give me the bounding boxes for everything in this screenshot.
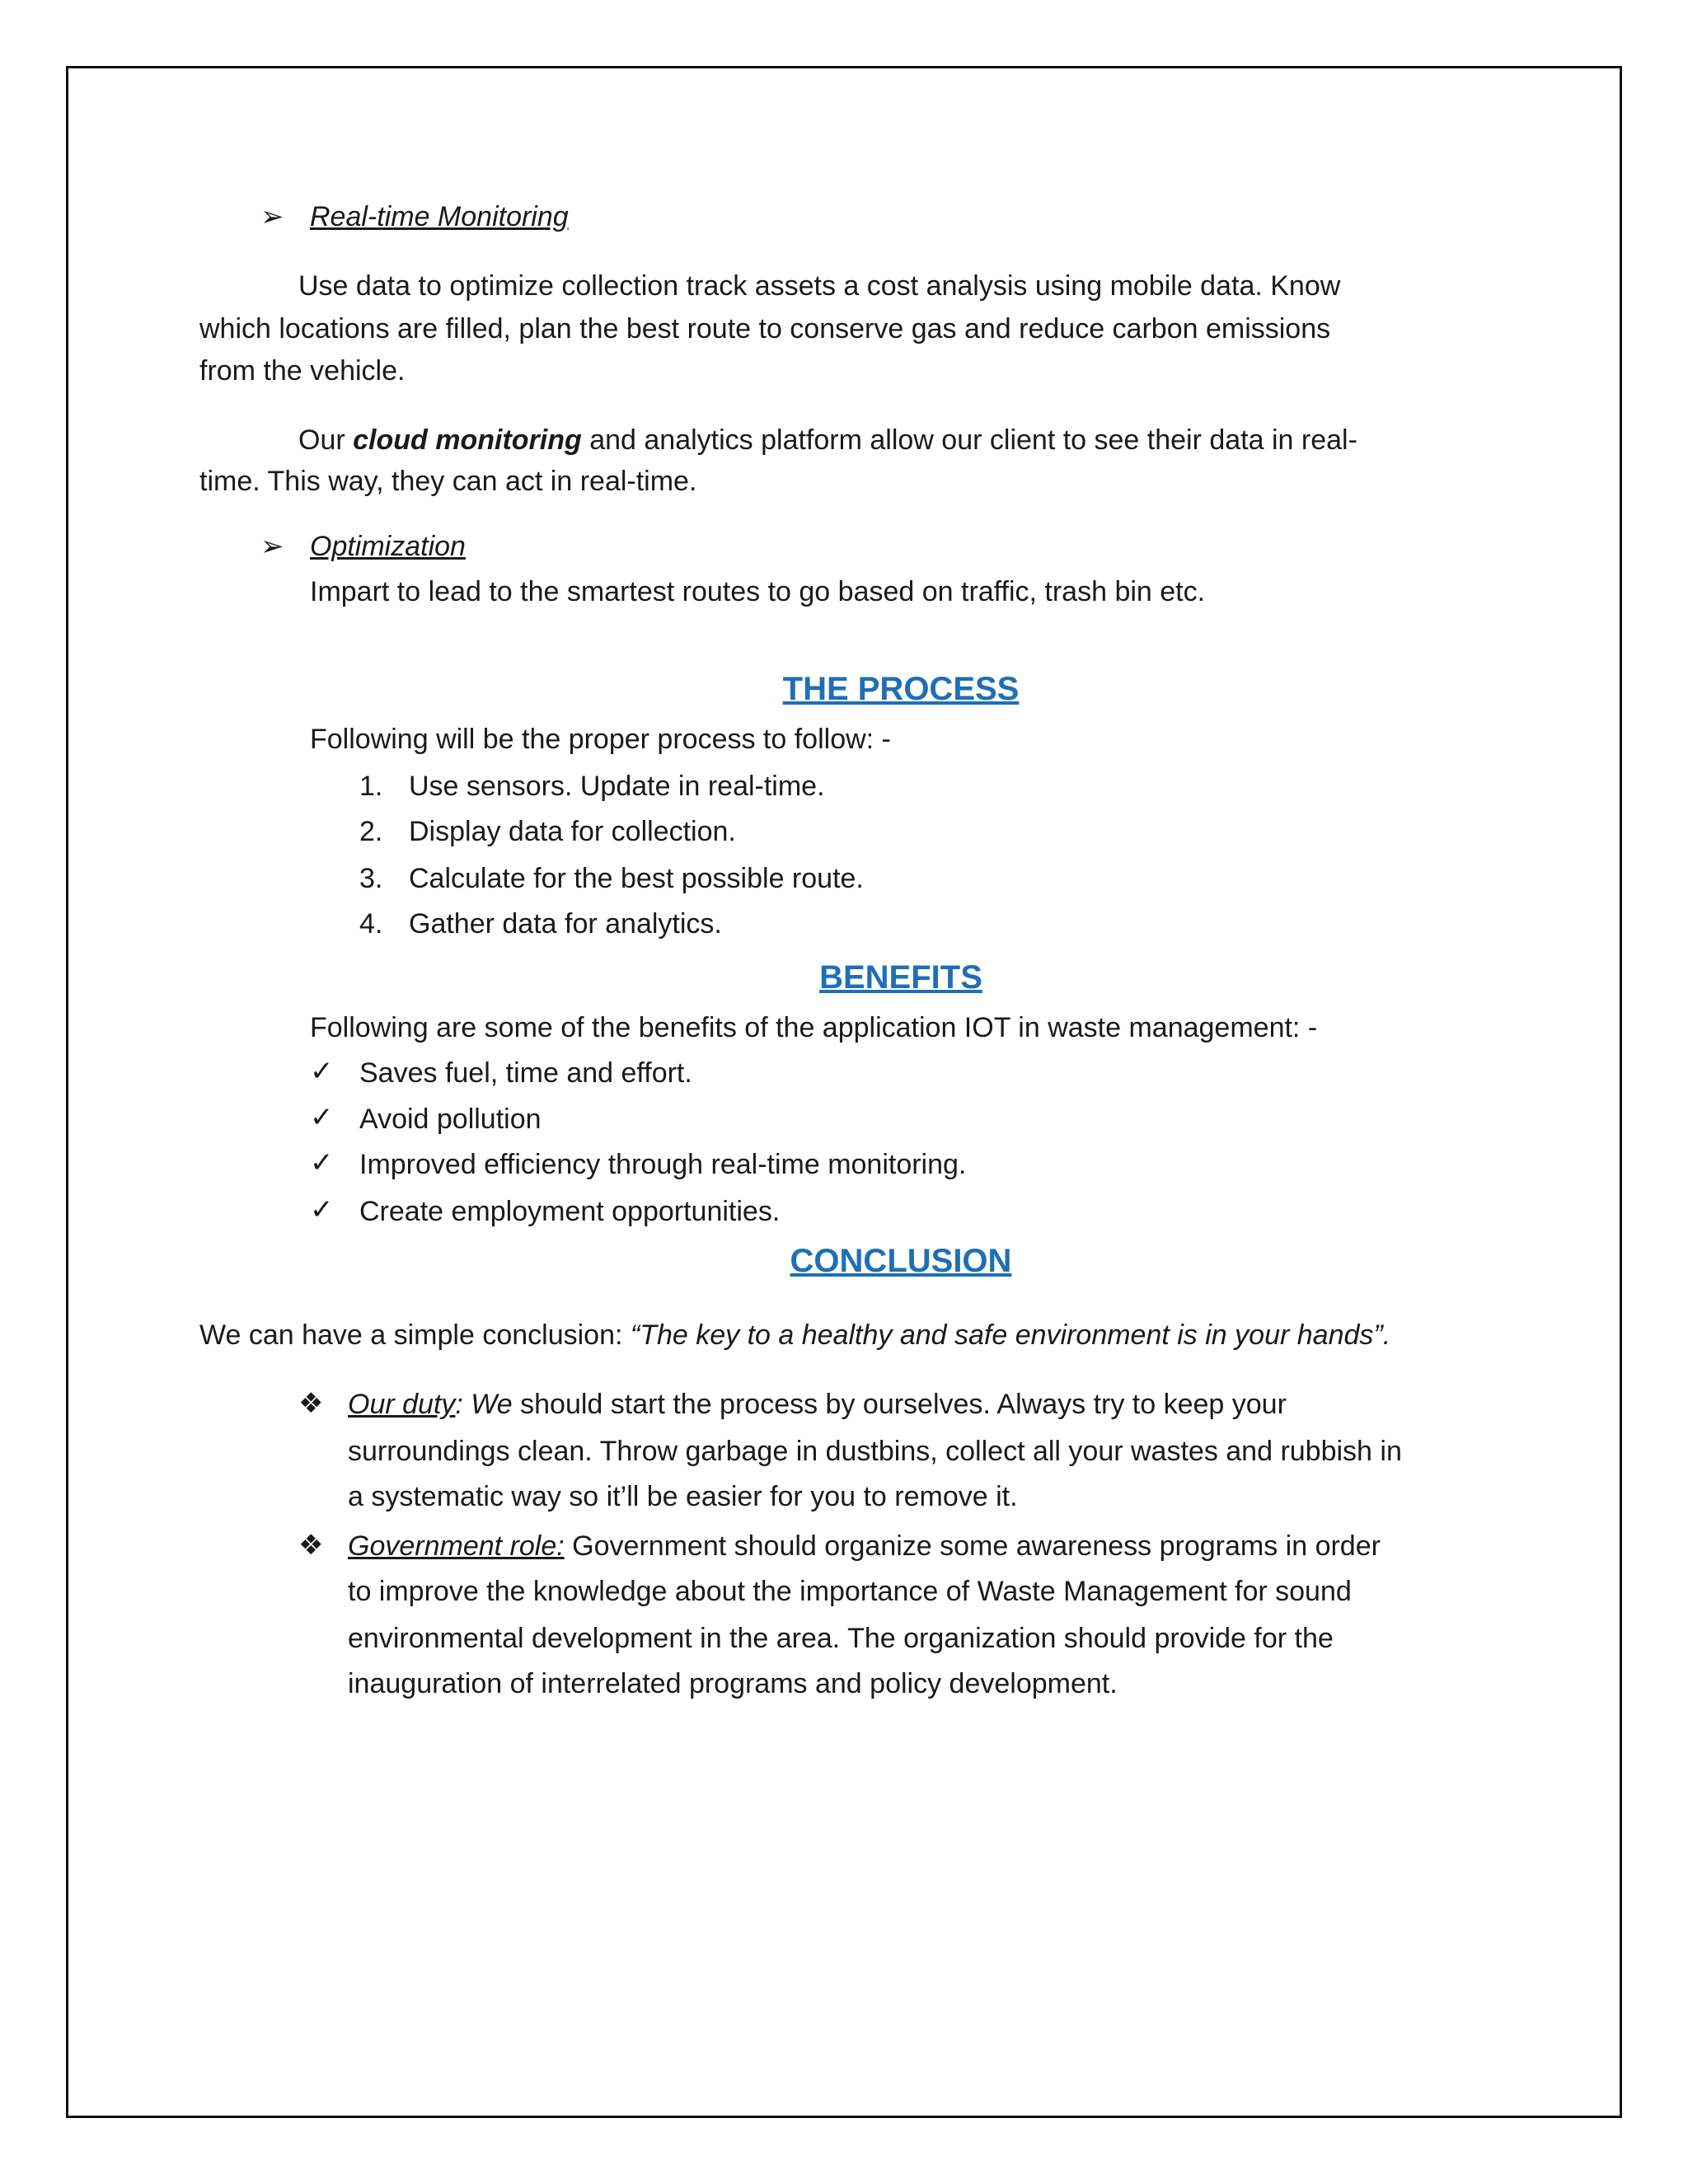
conclusion-quote: “The key to a healthy and safe environment is in your hands”. bbox=[630, 1319, 1391, 1351]
benefits-intro: Following are some of the benefits of the application IOT in waste management: - bbox=[310, 1012, 1318, 1043]
benefits-title: BENEFITS bbox=[819, 959, 982, 996]
benefit-item: Create employment opportunities. bbox=[359, 1196, 781, 1227]
realtime-para1-line3: from the vehicle. bbox=[199, 355, 406, 387]
checkmark-icon: ✓ bbox=[310, 1146, 334, 1179]
government-line3: environmental development in the area. The organization should provide for the bbox=[348, 1623, 1334, 1654]
duty-label: Our duty bbox=[348, 1389, 456, 1420]
government-text: Government should organize some awareness programs in order bbox=[564, 1530, 1381, 1562]
realtime-heading: Real-time Monitoring bbox=[310, 201, 569, 232]
arrow-bullet-icon: ➢ bbox=[260, 200, 284, 233]
realtime-para2-rest: and analytics platform allow our client to see their data in real- bbox=[581, 424, 1357, 456]
conclusion-lead-line bbox=[199, 1319, 1390, 1352]
checkmark-icon: ✓ bbox=[310, 1193, 334, 1226]
arrow-bullet-icon: ➢ bbox=[260, 530, 284, 563]
step-text: Use sensors. Update in real-time. bbox=[409, 771, 825, 802]
process-step-2 bbox=[359, 815, 736, 848]
optimization-text: Impart to lead to the smartest routes to go based on traffic, trash bin etc. bbox=[310, 576, 1206, 607]
government-label: Government role: bbox=[348, 1530, 565, 1562]
checkmark-icon: ✓ bbox=[310, 1101, 334, 1134]
checkmark-icon: ✓ bbox=[310, 1055, 334, 1088]
process-step-4 bbox=[359, 907, 722, 940]
government-line1 bbox=[348, 1530, 1381, 1563]
conclusion-lead: We can have a simple conclusion: bbox=[199, 1319, 631, 1351]
cloud-monitoring-emphasis: cloud monitoring bbox=[353, 424, 582, 456]
benefit-item: Improved efficiency through real-time monitoring. bbox=[359, 1149, 967, 1180]
duty-line2: surroundings clean. Throw garbage in dustbins, collect all your wastes and rubbish in bbox=[348, 1436, 1402, 1467]
conclusion-title: CONCLUSION bbox=[790, 1243, 1012, 1279]
realtime-para2-line1 bbox=[298, 424, 1357, 457]
step-number: 1. bbox=[359, 771, 383, 802]
step-number: 3. bbox=[359, 863, 383, 894]
process-intro: Following will be the proper process to follow: - bbox=[310, 724, 891, 755]
duty-we: We bbox=[471, 1389, 513, 1420]
step-text: Display data for collection. bbox=[409, 816, 736, 847]
step-text: Calculate for the best possible route. bbox=[409, 863, 864, 894]
step-number: 4. bbox=[359, 908, 383, 940]
realtime-para2-line2: time. This way, they can act in real-time. bbox=[199, 466, 697, 497]
optimization-heading: Optimization bbox=[310, 531, 466, 562]
step-number: 2. bbox=[359, 816, 383, 847]
duty-line3: a systematic way so it’ll be easier for you to remove it. bbox=[348, 1481, 1018, 1512]
step-text: Gather data for analytics. bbox=[409, 908, 722, 940]
realtime-para1-line1: Use data to optimize collection track assets a cost analysis using mobile data. Know bbox=[298, 270, 1341, 302]
government-line2: to improve the knowledge about the importance of Waste Management for sound bbox=[348, 1576, 1352, 1607]
process-step-3 bbox=[359, 862, 864, 895]
diamond-bullet-icon: ❖ bbox=[298, 1529, 324, 1562]
process-title: THE PROCESS bbox=[782, 671, 1020, 707]
duty-line1 bbox=[348, 1388, 1287, 1421]
realtime-para1-line2: which locations are filled, plan the best route to conserve gas and reduce carbon emissions bbox=[199, 313, 1331, 344]
duty-colon: : bbox=[455, 1389, 471, 1420]
government-line4: inauguration of interrelated programs and policy development. bbox=[348, 1668, 1118, 1699]
duty-text: should start the process by ourselves. Always try to keep your bbox=[512, 1389, 1287, 1420]
diamond-bullet-icon: ❖ bbox=[298, 1387, 324, 1420]
process-step-1 bbox=[359, 770, 825, 803]
benefit-item: Avoid pollution bbox=[359, 1104, 542, 1135]
benefit-item: Saves fuel, time and effort. bbox=[359, 1057, 692, 1089]
realtime-para2-prefix: Our bbox=[298, 424, 354, 456]
